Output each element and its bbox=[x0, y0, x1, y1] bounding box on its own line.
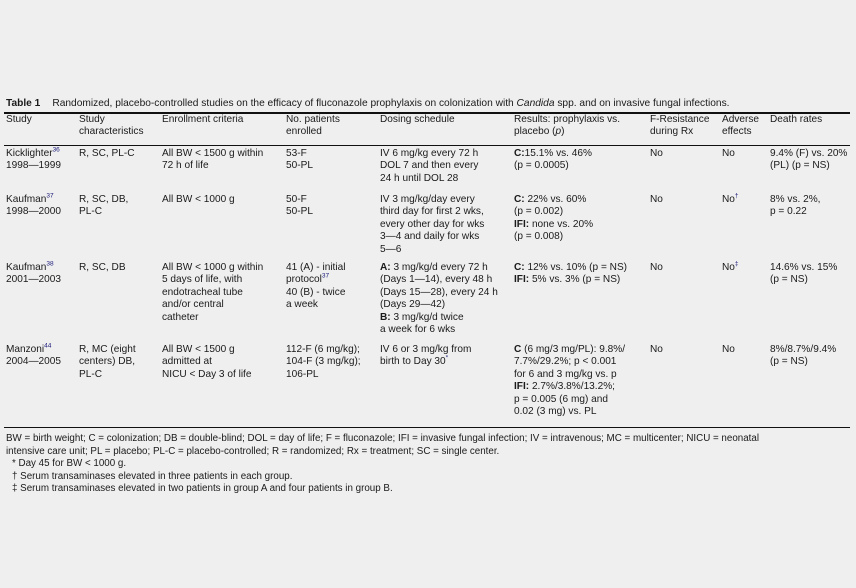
cell-death: 8% vs. 2%, p = 0.22 bbox=[770, 194, 821, 218]
table-number: Table 1 bbox=[6, 98, 41, 109]
header-patients: No. patients enrolled bbox=[286, 114, 340, 138]
header-adverse: Adverse effects bbox=[722, 114, 760, 138]
header-results: Results: prophylaxis vs. placebo (p) bbox=[514, 114, 621, 138]
cell-enrollment: All BW < 1500 g within 72 h of life bbox=[162, 148, 264, 172]
table-row bbox=[4, 144, 850, 190]
cell-characteristics: R, SC, DB bbox=[79, 262, 126, 273]
citation-link[interactable]: 37 bbox=[46, 192, 54, 200]
citation-link[interactable]: 38 bbox=[46, 260, 54, 268]
cell-study: Kaufman$^{37}$ 1998—2000 bbox=[6, 192, 62, 218]
header-enrollment: Enrollment criteria bbox=[162, 114, 244, 125]
table-row bbox=[4, 258, 850, 340]
cell-dosing: IV 6 mg/kg every 72 h DOL 7 and then every 24 h until DOL 28 bbox=[380, 148, 479, 184]
cell-resistance: No bbox=[650, 344, 663, 355]
table-header-row bbox=[4, 114, 850, 144]
cell-results: C (6 mg/3 mg/PL): 9.8%/ 7.7%/29.2%; p < 0.001 for 6 and 3 mg/kg vs. p IFI: 2.7%/3.8%/13.2%; p = 0.005 (6 mg) and 0.02 (3 mg) vs. PL bbox=[514, 344, 626, 418]
footnote-mark[interactable]: ‡ bbox=[734, 260, 739, 268]
cell-adverse: No‡ bbox=[722, 260, 739, 273]
header-characteristics: Study characteristics bbox=[79, 114, 144, 138]
table-bottom-rule bbox=[4, 427, 850, 428]
table-row bbox=[4, 190, 850, 258]
cell-death: 9.4% (F) vs. 20% (PL) (p = NS) bbox=[770, 148, 848, 172]
cell-patients: 53-F 50-PL bbox=[286, 148, 313, 172]
cell-characteristics: R, SC, PL-C bbox=[79, 148, 135, 159]
header-dosing: Dosing schedule bbox=[380, 114, 455, 125]
cell-results: C:15.1% vs. 46% (p = 0.0005) bbox=[514, 148, 592, 172]
cell-results: C: 12% vs. 10% (p = NS) IFI: 5% vs. 3% (p = NS) bbox=[514, 262, 628, 286]
cell-dosing: A: 3 mg/kg/d every 72 h (Days 1—14), every 48 h (Days 15—28), every 24 h (Days 29—42) B: 3 mg/kg/d twice a week for 6 wks bbox=[380, 262, 498, 336]
cell-enrollment: All BW < 1000 g within 5 days of life, with endotracheal tube and/or central catheter bbox=[162, 262, 264, 323]
footnote-mark[interactable]: * bbox=[445, 355, 449, 363]
cell-death: 14.6% vs. 15% (p = NS) bbox=[770, 262, 838, 286]
cell-study: Kaufman$^{38}$ 2001—2003 bbox=[6, 260, 62, 286]
citation-link[interactable]: 37 bbox=[321, 273, 330, 281]
footnote-dagger: † Serum transaminases elevated in three patients in each group. bbox=[12, 470, 293, 482]
cell-study: Kicklighter$^{36}$ 1998—1999 bbox=[6, 146, 62, 172]
header-death: Death rates bbox=[770, 114, 823, 125]
cell-dosing: IV 6 or 3 mg/kg from birth to Day 30* bbox=[380, 344, 472, 368]
footnote-mark[interactable]: † bbox=[734, 192, 739, 200]
cell-study: Manzoni$^{44}$ 2004—2005 bbox=[6, 342, 62, 368]
table-row bbox=[4, 340, 850, 424]
cell-results: C: 22% vs. 60% (p = 0.002) IFI: none vs. 20% (p = 0.008) bbox=[514, 194, 594, 243]
abbreviations-line-1: BW = birth weight; C = colonization; DB = double-blind; DOL = day of life; F = fluconazole; IFI = invasive fungal infection; IV = intravenous; MC = multicenter; NICU = neonatal bbox=[6, 433, 760, 444]
cell-resistance: No bbox=[650, 148, 663, 159]
cell-enrollment: All BW < 1000 g bbox=[162, 194, 235, 205]
citation-link[interactable]: 36 bbox=[52, 146, 60, 154]
citation-link[interactable]: 44 bbox=[44, 342, 52, 350]
caption-text-italic: Candida bbox=[516, 98, 555, 109]
cell-patients: 41 (A) - initial protocol$^{37}$ 40 (B) - twice a week bbox=[286, 262, 346, 311]
cell-adverse: No bbox=[722, 148, 735, 159]
header-study: Study bbox=[6, 114, 32, 125]
caption-text-1: Randomized, placebo-controlled studies on the efficacy of fluconazole prophylaxis on colonization with bbox=[52, 98, 517, 109]
cell-characteristics: R, SC, DB, PL-C bbox=[79, 194, 129, 218]
data-table bbox=[4, 114, 850, 424]
cell-characteristics: R, MC (eight centers) DB, PL-C bbox=[79, 344, 136, 380]
footnote-double-dagger: ‡ Serum transaminases elevated in two patients in group A and four patients in group B. bbox=[12, 483, 393, 495]
header-resistance: F-Resistance during Rx bbox=[650, 114, 710, 138]
cell-dosing: IV 3 mg/kg/day every third day for first 2 wks, every other day for wks 3—4 and daily for wks 5—6 bbox=[380, 194, 485, 255]
footnote-star: * Day 45 for BW < 1000 g. bbox=[12, 458, 127, 470]
cell-adverse: No bbox=[722, 344, 735, 355]
table-caption bbox=[6, 97, 850, 110]
cell-patients: 112-F (6 mg/kg); 104-F (3 mg/kg); 106-PL bbox=[286, 344, 361, 380]
cell-enrollment: All BW < 1500 g admitted at NICU < Day 3 of life bbox=[162, 344, 252, 380]
cell-death: 8%/8.7%/9.4% (p = NS) bbox=[770, 344, 837, 368]
table-footnotes bbox=[6, 433, 852, 496]
abbreviations-line-2: intensive care unit; PL = placebo; PL-C = placebo-controlled; R = randomized; Rx = treatment; SC = single center. bbox=[6, 445, 500, 457]
cell-resistance: No bbox=[650, 262, 663, 273]
caption-text-2: spp. and on invasive fungal infections. bbox=[554, 98, 730, 109]
cell-adverse: No† bbox=[722, 192, 739, 205]
cell-resistance: No bbox=[650, 194, 663, 205]
cell-patients: 50-F 50-PL bbox=[286, 194, 313, 218]
